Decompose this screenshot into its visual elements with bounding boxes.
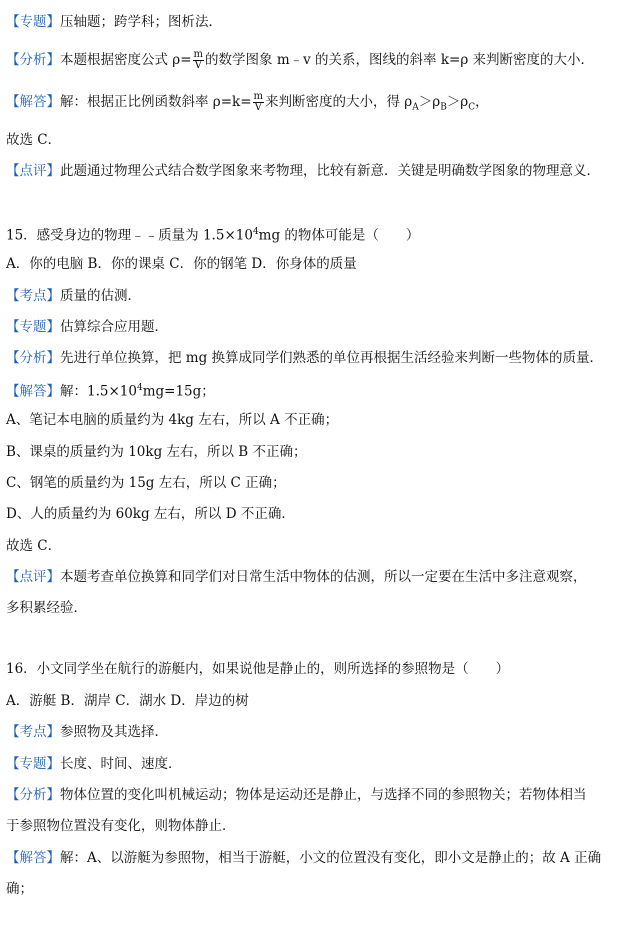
rho-sub-c: C [468,102,476,113]
q15-options: A．你的电脑 B．你的课桌 C．你的钢笔 D．你身体的质量 [6,256,357,272]
point-tag: 【考点】 [6,288,60,304]
q15-c-line: C、钢笔的质量约为 15g 左右，所以 C 正确； [6,475,286,491]
q16-topic-text: 长度、时间、速度． [60,756,182,772]
q15-choose-line: 故选 C． [6,538,62,554]
q15-b-line: B、课桌的质量约为 10kg 左右，所以 B 不正确； [6,444,307,460]
q15-answer-line [6,378,611,402]
q15-d-line: D、人的质量约为 60kg 左右，所以 D 不正确． [6,506,295,522]
q14-topic-text: 压轴题；跨学科；图析法． [60,14,222,30]
analysis-tag: 【分析】 [6,52,60,68]
answer-tag: 【解答】 [6,850,60,866]
q14-analysis-pre: 本题根据密度公式 ρ= [60,52,192,68]
q16-analysis-line [6,785,611,805]
q16-topic-line [6,754,611,774]
q16-answer-line [6,848,611,868]
q14-comment-text: 此题通过物理公式结合数学图象来考物理，比较有新意．关键是明确数学图象的物理意义． [60,163,600,179]
q16-analysis-cont: 于参照物位置没有变化，则物体静止． [6,818,236,834]
q14-choose-line: 故选 C． [6,132,62,148]
rho-sub-a: A [412,102,419,113]
q15-answer-pre: 解：1.5×10 [60,383,137,400]
analysis-tag: 【分析】 [6,350,60,366]
comment-tag: 【点评】 [6,569,60,585]
q15-answer-post: mg=15g； [142,383,215,400]
fraction-denominator: V [194,60,202,71]
q16-answer-cont: 确； [6,881,33,897]
gt-2: ＞ρ [446,94,469,110]
q16-stem: 16．小文同学坐在航行的游艇内，如果说他是静止的，则所选择的参照物是（ ） [6,661,510,677]
q14-comment-line [6,161,611,181]
q15-comment-text: 本题考查单位换算和同学们对日常生活中物体的估测，所以一定要在生活中多注意观察， [60,569,587,585]
q15-comment-cont: 多积累经验． [6,600,87,616]
topic-tag: 【专题】 [6,14,60,30]
q15-stem [6,222,611,246]
rho-sub-b: B [440,102,447,113]
comment-tag: 【点评】 [6,163,60,179]
fraction-denominator: V [254,102,262,113]
topic-tag: 【专题】 [6,756,60,772]
fraction-numerator: m [193,49,204,60]
analysis-tag: 【分析】 [6,787,60,803]
q16-options: A．游艇 B．湖岸 C．湖水 D．岸边的树 [6,693,249,709]
gt-1: ＞ρ [418,94,441,110]
q14-analysis-post: 的数学图象 m﹣v 的关系，图线的斜率 k=ρ 来判断密度的大小． [205,52,595,68]
q14-answer-line [6,92,611,118]
q14-answer-mid: 来判断密度的大小，得 ρ [265,94,413,110]
q15-answer-exponent: 4 [136,383,143,393]
q14-answer-end: ， [475,94,489,110]
q15-point-text: 质量的估测． [60,288,141,304]
answer-tag: 【解答】 [6,383,60,400]
q15-topic-line [6,317,611,337]
q16-analysis-text: 物体位置的变化叫机械运动；物体是运动还是静止，与选择不同的参照物关；若物体相当 [60,787,587,803]
q16-point-line [6,722,611,742]
q16-point-text: 参照物及其选择． [60,724,168,740]
q15-analysis-text: 先进行单位换算，把 mg 换算成同学们熟悉的单位再根据生活经验来判断一些物体的质量． [60,350,604,366]
q15-stem-pre: 15．感受身边的物理﹣﹣质量为 1.5×10 [6,227,253,244]
q15-a-line: A、笔记本电脑的质量约为 4kg 左右，所以 A 不正确； [6,412,339,428]
q15-comment-line [6,567,611,587]
fraction-numerator: m [253,91,264,102]
density-fraction [193,50,204,71]
q15-analysis-line [6,348,611,368]
q15-topic-text: 估算综合应用题． [60,319,168,335]
q15-stem-post: mg 的物体可能是（ ） [258,227,420,244]
q14-answer-pre: 解：根据正比例函数斜率 ρ=k= [60,94,252,110]
point-tag: 【考点】 [6,724,60,740]
answer-tag: 【解答】 [6,94,60,110]
q15-stem-exponent: 4 [252,227,259,237]
q16-answer-text: 解：A、以游艇为参照物，相当于游艇，小文的位置没有变化，即小文是静止的；故 A 正确 [60,850,602,866]
topic-tag: 【专题】 [6,319,60,335]
q15-point-line [6,286,611,306]
q14-analysis-line [6,50,611,71]
q14-topic-line [6,12,611,32]
slope-fraction [253,92,264,113]
